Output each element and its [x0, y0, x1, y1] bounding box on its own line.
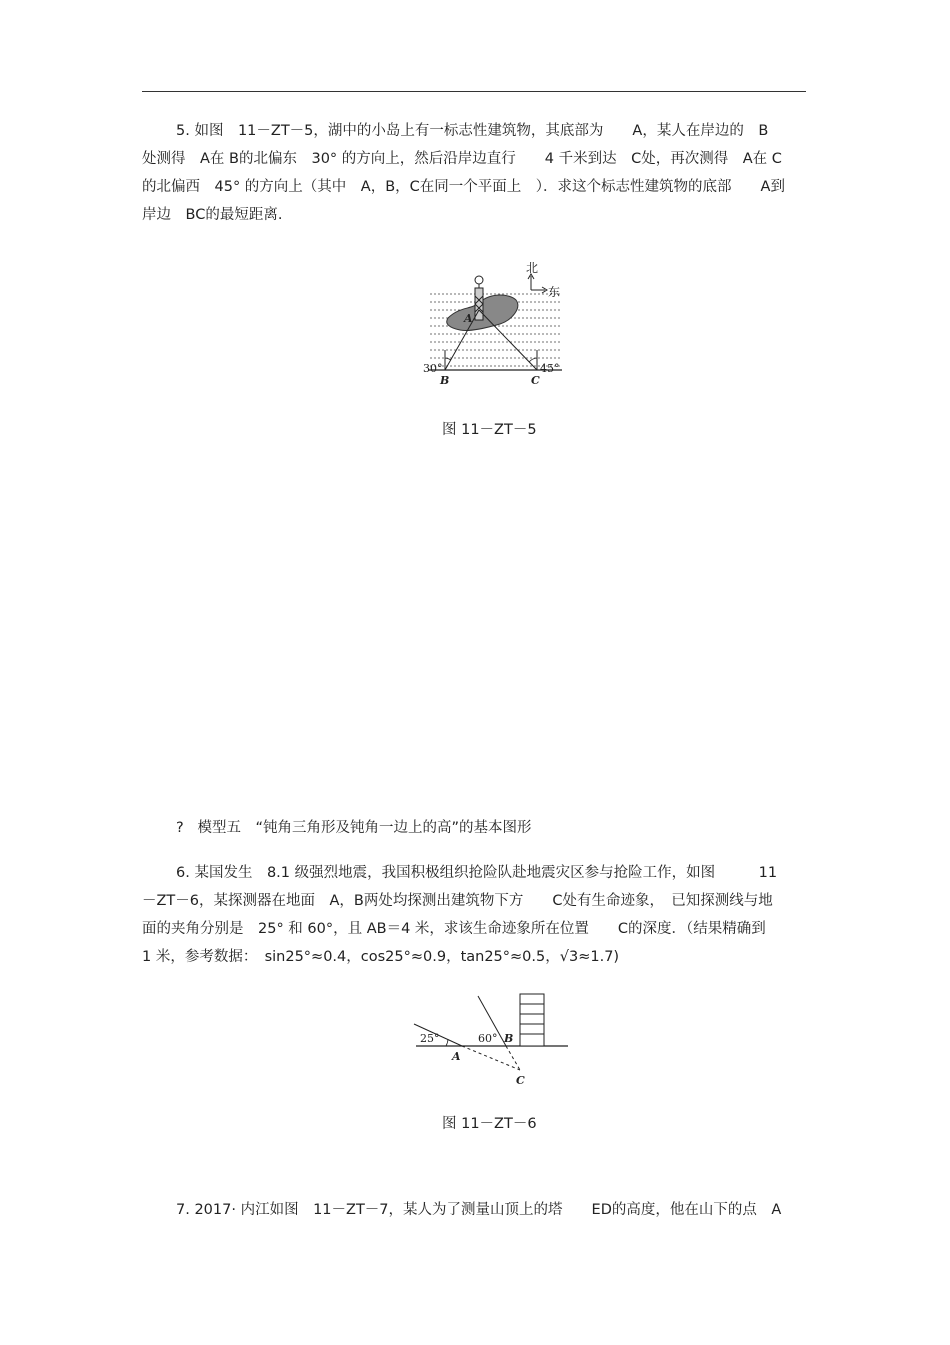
question-5	[142, 117, 808, 229]
label-north: 北	[526, 261, 539, 275]
label-east: 东	[548, 285, 561, 299]
q6-line-2: －ZT－6，某探测器在地面 A，B两处均探测出建筑物下方 C处有生命迹象， 已知探测线与地	[142, 893, 773, 909]
label-b6: B	[504, 1032, 514, 1045]
angle-arc-25	[446, 1039, 448, 1046]
q5-line-2: 处测得 A在 B的北偏东 30° 的方向上，然后沿岸边直行 4 千米到达 C处，再次测得 A在 C	[142, 151, 782, 167]
label-a: A	[464, 312, 473, 325]
dashed-ac	[462, 1046, 520, 1070]
figure-6-caption: 图 11－ZT－6	[442, 1116, 537, 1132]
compass-icon	[528, 274, 547, 293]
q5-line-1: 5. 如图 11－ZT－5，湖中的小岛上有一标志性建筑物，其底部为 A，某人在岸边的 B	[176, 123, 769, 139]
label-b: B	[440, 374, 450, 387]
building-icon	[520, 994, 544, 1046]
question-6	[142, 859, 808, 971]
label-a6: A	[452, 1050, 461, 1063]
figure-11-zt-5	[420, 258, 570, 390]
label-c: C	[531, 374, 540, 387]
figure-11-zt-6	[410, 990, 572, 1088]
question-7	[142, 1196, 808, 1224]
q6-line-1: 6. 某国发生 8.1 级强烈地震，我国积极组织抢险队赴地震灾区参与抢险工作，如图 11	[176, 865, 778, 881]
label-angle-30: 30°	[423, 362, 443, 375]
section-heading	[176, 816, 532, 837]
section-title: 模型五 “钝角三角形及钝角一边上的高”的基本图形	[197, 820, 532, 836]
angle-arc-c	[529, 358, 537, 362]
figure-5-caption: 图 11－ZT－5	[442, 422, 537, 438]
q5-line-3: 的北偏西 45° 的方向上（其中 A，B，C在同一个平面上 ）．求这个标志性建筑物的底部 A到	[142, 179, 785, 195]
dashed-bc	[506, 1046, 520, 1070]
label-angle-60: 60°	[478, 1032, 498, 1045]
label-angle-25: 25°	[420, 1032, 440, 1045]
label-c6: C	[516, 1074, 525, 1087]
header-rule	[142, 91, 806, 92]
section-marker: ?	[176, 820, 184, 836]
q6-line-3: 面的夹角分别是 25° 和 60°，且 AB＝4 米，求该生命迹象所在位置 C的深度．（结果精确到	[142, 921, 766, 937]
q6-line-4: 1 米，参考数据： sin25°≈0.4，cos25°≈0.9，tan25°≈0.5，√3≈1.7)	[142, 949, 620, 965]
q7-line-1: 7. 2017· 内江如图 11－ZT－7，某人为了测量山顶上的塔 ED的高度，他在山下的点 A	[176, 1202, 782, 1218]
label-angle-45: 45°	[540, 362, 560, 375]
q5-line-4: 岸边 BC的最短距离.	[142, 207, 283, 223]
